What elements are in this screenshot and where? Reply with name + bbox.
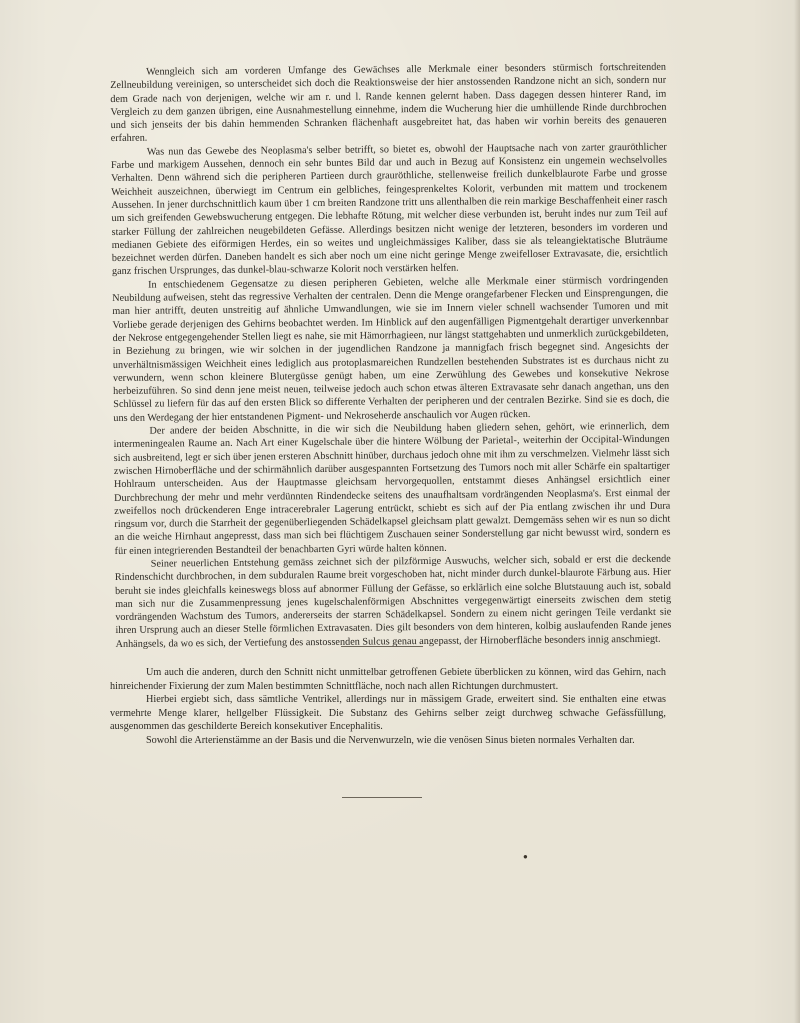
paragraph: Um auch die anderen, durch den Schnitt nicht unmittelbar getroffenen Gebiete überblicken zu können, wird das Gehirn, nach hinreichender Fixierung der zum Malen bestimmten Schnittfläche, noch nach allen Richtungen durchmustert.: [110, 667, 666, 692]
end-divider-rule: [342, 797, 422, 798]
page-edge-shadow: [794, 0, 800, 1023]
paragraph: Seiner neuerlichen Entstehung gemäss zeichnet sich der pilzförmige Auswuchs, welcher sich, sobald er erst die deckende Rindenschicht durchbrochen, in dem subduralen Raume breit vorgeschoben hat, nicht minder durch dunkel-blaurote Färbung aus. Hier beruht sie indes gleichfalls keineswegs bloss auf abnormer Füllung der Gefässe, so erklärlich eine solche Blutstauung auch ist, sobald man sich nur die Zusammenpressung jenes kugelschalenförmigen Abschnittes vergegenwärtigt einerseits zwischen dem stetig vordrängenden Wachstum des Tumors, andererseits der starren Schädelkapsel. Sondern zu einem nicht geringen Teile verdankt sie ihren Ursprung auch an dieser Stelle förmlichen Extravasaten. Dies gilt besonders von dem hinteren, kolbig auslaufenden Rande jenes Anhängsels, da wo es sich, der Vertiefung des anstossenden Sulcus genau angepasst, der Hirnoberfläche besonders innig anschmiegt.: [114, 553, 672, 650]
paragraph: In entschiedenem Gegensatze zu diesen peripheren Gebieten, welche alle Merkmale einer stürmisch vordringenden Neubildung aufweisen, steht das regressive Verhalten der centralen. Denn die Menge orangefarbener Flecken und Einsprengungen, die man hier antrifft, deuten unstreitig auf ähnliche Umwandlungen, wie sie im Innern vieler schnell wachsender Tumoren und mit Vorliebe gerade derjenigen des Gehirns beobachtet werden. Im Hinblick auf den augenfälligen Pigmentgehalt derartiger unverkennbar der Nekrose entgegengehender Stellen liegt es nahe, sie mit Hämorrhagieen, nur längst stattgehabten und unmerklich zurückgebildeten, in Beziehung zu bringen, wie wir solchen in der jugendlichen Randzone ja mannigfach frisch begegnet sind. Angesichts der unverhältnismässigen Weichheit eines lediglich aus protoplasmareichen Rundzellen bestehenden Substrates ist es durchaus nicht zu verwundern, wenn schon kleinere Blutergüsse genügt haben, um eine Zerwühlung des Gewebes und konsekutive Nekrose herbeizuführen. So sind denn jene meist neuen, teilweise jedoch auch schon etwas älteren Extravasate sehr danach angethan, uns den Schlüssel zu liefern für das auf den ersten Blick so differente Verhalten der peripheren und der centralen Bezirke. Sind sie es doch, die uns den Werdegang der hier entstandenen Pigment- und Nekroseherde anschaulich vor Augen rücken.: [112, 274, 670, 424]
paragraph: Der andere der beiden Abschnitte, in die wir sich die Neubildung haben gliedern sehen, gehört, wie erinnerlich, dem intermeningealen Raume an. Nach Art einer Kugelschale über die hintere Wölbung der Parietal-, weiterhin der Occipital-Windungen sich ausbreitend, legt er sich über jenen ersteren Abschnitt hinüber, durchaus jedoch ohne mit ihm zu verschmelzen. Vielmehr lässt sich zwischen Hirnoberfläche und der schirmähnlich darüber ausgespannten Fortsetzung des Tumors noch mit aller Schärfe ein spaltartiger Hohlraum unterscheiden. Aus der Hauptmasse gleichsam hervorgequollen, entstammt dieses Anhängsel ersichtlich einer Durchbrechung der mehr und mehr verdünnten Rindendecke seitens des unaufhaltsam vordrängenden Neoplasma's. Erst einmal der zweifellos noch drückenderen Enge intracerebraler Lagerung entrückt, schiebt es sich auf der Pia entlang zwischen ihr und Dura ringsum vor, durch die Starrheit der gegenüberliegenden Schädelkapsel gleichsam platt gewalzt. Demgemäss sehen wir es nun so dicht an die weiche Hirnhaut angepresst, dass man sich bei flüchtigem Zuschauen seiner Sonderstellung gar nicht bewusst wird, sondern es für einen integrierenden Bestandteil der benachbarten Gyri würde halten können.: [113, 420, 671, 557]
paragraph: Was nun das Gewebe des Neoplasma's selber betrifft, so bietet es, obwohl der Hauptsache nach von zarter grauröthlicher Farbe und markigem Aussehen, dennoch ein sehr buntes Bild dar und auch in Bezug auf Konsistenz ein ungemein wechselvolles Verhalten. Denn während sich die peripheren Partieen durch grauröthliche, stellenweise freilich dunkelblaurote Farbe und grosse Weichheit auszeichnen, überwiegt im Centrum ein gelbliches, feingesprenkeltes Kolorit, verbunden mit mattem und trockenem Aussehen. In jener durchschnittlich kaum über 1 cm breiten Randzone tritt uns allenthalben die rein markige Beschaffenheit einer rasch um sich greifenden Gewebswucherung entgegen. Die lebhafte Rötung, mit welcher diese verbunden ist, beruht indes nur zum Teil auf starker Füllung der zahlreichen neugebildeten Gefässe. Allerdings besitzen nicht wenige der letzteren, besonders im vorderen und medianen Gebiete des eiförmigen Herdes, ein so weites und ungleichmässiges Kaliber, dass sie als teleangiektatische Bluträume bezeichnet werden dürfen. Daneben handelt es sich aber noch um eine nicht geringe Menge zweifelloser Extravasate, die, ersichtlich ganz frischen Ursprunges, das dunkel-blau-schwarze Kolorit noch verstärken helfen.: [110, 141, 668, 278]
paragraph: Wenngleich sich am vorderen Umfange des Gewächses alle Merkmale einer besonders stürmisch fortschreitenden Zellneubildung vereinigen, so unterscheidet sich doch die Reaktionsweise der hier anstossenden Randzone nicht an sich, sondern nur dem Grade nach von derjenigen, welche wir am r. und l. Rande kennen gelernt haben. Dass dagegen dessen hinterer Rand, im Vergleich zu dem ganzen übrigen, eine Ausnahmestellung einnehme, indem die Wucherung hier die umhüllende Rinde durchbrochen und sich jenseits der bis dahin hemmenden Schranken flächenhaft ausgebreitet hat, das haben wir vorhin bereits des genaueren erfahren.: [110, 61, 667, 145]
paragraph: Sowohl die Arterienstämme an der Basis und die Nervenwurzeln, wie die venösen Sinus bieten normales Verhalten dar.: [146, 734, 635, 746]
text-section-upper: [110, 61, 672, 651]
ink-speck-mark: ●: [523, 852, 528, 861]
paragraph: Hierbei ergiebt sich, dass sämtliche Ventrikel, allerdings nur in mässigem Grade, erweitert sind. Sie enthalten eine etwas vermehrte Menge klarer, hellgelber Flüssigkeit. Die Substanz des Gehirns selber zeigt durchweg schwache Gefässfüllung, ausgenommen das geschilderte Bereich konsekutiver Encephalitis.: [110, 694, 666, 733]
text-section-lower: [110, 666, 666, 748]
section-divider-rule: [341, 646, 423, 647]
